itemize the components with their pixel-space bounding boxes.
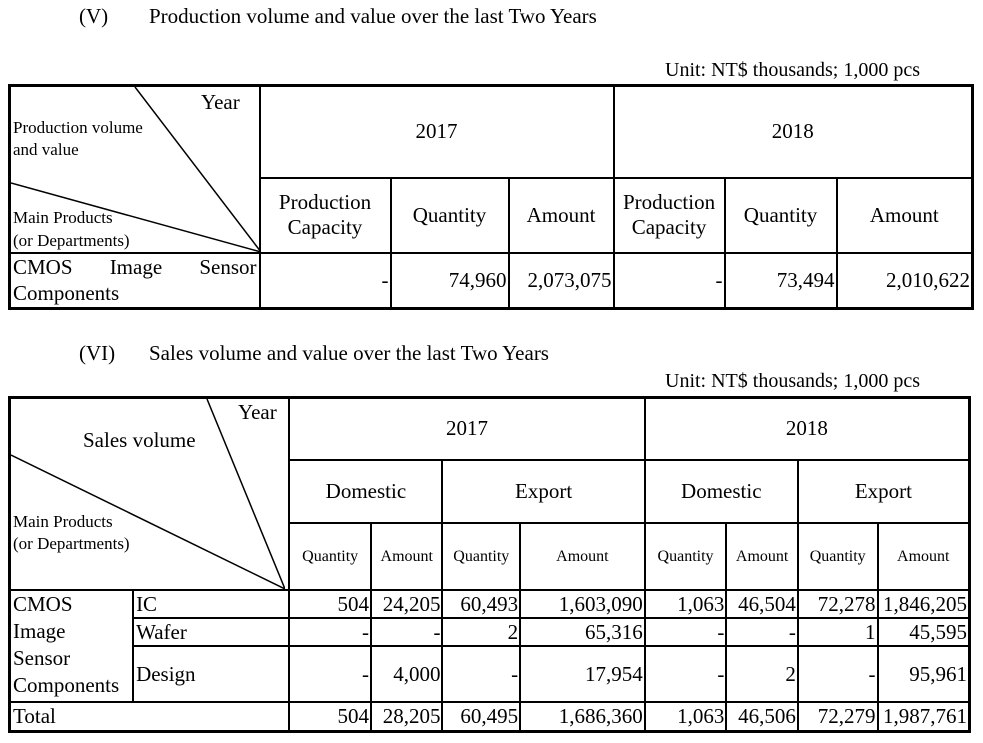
total-cell: 72,279	[798, 702, 878, 731]
table-cell: 17,954	[520, 646, 645, 702]
table-cell: -	[645, 618, 727, 646]
col-quantity: Quantity	[289, 523, 371, 590]
col-quantity: Quantity	[442, 523, 520, 590]
table-cell: 46,504	[726, 590, 797, 618]
domestic-header-2017: Domestic	[289, 460, 442, 523]
product-group-cell: CMOS Image Sensor Components	[10, 590, 134, 702]
domestic-header-2018: Domestic	[645, 460, 798, 523]
table-cell: 60,493	[442, 590, 520, 618]
table-cell: -	[726, 618, 797, 646]
col-capacity-2018: Production Capacity	[614, 178, 725, 253]
col-amount: Amount	[878, 523, 970, 590]
col-quantity: Quantity	[645, 523, 727, 590]
amount-2017-value: 2,073,075	[509, 253, 614, 308]
col-quantity: Quantity	[798, 523, 878, 590]
section-5-unit: Unit: NT$ thousands; 1,000 pcs	[665, 59, 920, 81]
corner-metric-label-1: Production volume	[13, 118, 143, 137]
section-6-title: Sales volume and value over the last Two Years	[149, 341, 549, 365]
sales-year-header-2017: 2017	[289, 398, 644, 460]
total-cell: 28,205	[371, 702, 442, 731]
total-cell: 1,063	[645, 702, 727, 731]
table-cell: 24,205	[371, 590, 442, 618]
col-amount: Amount	[371, 523, 442, 590]
total-cell: 46,506	[726, 702, 797, 731]
corner-year-label: Year	[201, 90, 240, 114]
col-amount: Amount	[726, 523, 797, 590]
table-cell: -	[442, 646, 520, 702]
sales-corner-rows-label-2: (or Departments)	[13, 534, 130, 553]
corner-rows-label-2: (or Departments)	[13, 231, 130, 250]
col-amount: Amount	[520, 523, 645, 590]
table-cell: 95,961	[878, 646, 970, 702]
section-6-unit: Unit: NT$ thousands; 1,000 pcs	[665, 370, 920, 392]
row-label-design: Design	[133, 646, 289, 702]
row-label-wafer: Wafer	[133, 618, 289, 646]
table-cell: -	[289, 618, 371, 646]
table-cell: -	[798, 646, 878, 702]
row-label-ic: IC	[133, 590, 289, 618]
table-cell: 2	[726, 646, 797, 702]
table-cell: -	[371, 618, 442, 646]
year-header-2018: 2018	[614, 86, 973, 178]
sales-year-header-2018: 2018	[645, 398, 970, 460]
corner-rows-label-1: Main Products	[13, 208, 113, 227]
table-cell: 1,063	[645, 590, 727, 618]
table-cell: -	[645, 646, 727, 702]
table-cell: 1	[798, 618, 878, 646]
export-header-2017: Export	[442, 460, 644, 523]
table-cell: 2	[442, 618, 520, 646]
total-cell: 60,495	[442, 702, 520, 731]
product-name-cell: CMOS Image Sensor Components	[10, 253, 260, 308]
table-cell: 65,316	[520, 618, 645, 646]
table-cell: 504	[289, 590, 371, 618]
col-capacity-2017: Production Capacity	[260, 178, 391, 253]
col-quantity-2017: Quantity	[391, 178, 509, 253]
capacity-2017-value: -	[260, 253, 391, 308]
total-cell: 504	[289, 702, 371, 731]
col-amount-2017: Amount	[509, 178, 614, 253]
capacity-2018-value: -	[614, 253, 725, 308]
table-cell: -	[289, 646, 371, 702]
export-header-2018: Export	[798, 460, 970, 523]
section-6-number: (VI)	[79, 341, 116, 365]
corner-metric-label-2: and value	[13, 140, 79, 159]
section-5-number: (V)	[79, 4, 109, 28]
year-header-2017: 2017	[260, 86, 614, 178]
sales-table	[8, 396, 971, 733]
amount-2018-value: 2,010,622	[837, 253, 973, 308]
col-amount-2018: Amount	[837, 178, 973, 253]
table-cell: 45,595	[878, 618, 970, 646]
quantity-2018-value: 73,494	[725, 253, 837, 308]
sales-corner-year-label: Year	[238, 400, 277, 424]
sales-corner-metric-label: Sales volume	[83, 428, 196, 452]
table-cell: 72,278	[798, 590, 878, 618]
total-label: Total	[10, 702, 290, 731]
total-cell: 1,686,360	[520, 702, 645, 731]
production-table	[8, 84, 974, 310]
sales-corner-cell	[10, 398, 290, 591]
table-cell: 4,000	[371, 646, 442, 702]
col-quantity-2018: Quantity	[725, 178, 837, 253]
table-cell: 1,603,090	[520, 590, 645, 618]
production-corner-cell	[10, 86, 260, 254]
quantity-2017-value: 74,960	[391, 253, 509, 308]
total-cell: 1,987,761	[878, 702, 970, 731]
table-cell: 1,846,205	[878, 590, 970, 618]
section-5-title: Production volume and value over the last Two Years	[149, 4, 597, 28]
sales-corner-rows-label-1: Main Products	[13, 512, 113, 531]
